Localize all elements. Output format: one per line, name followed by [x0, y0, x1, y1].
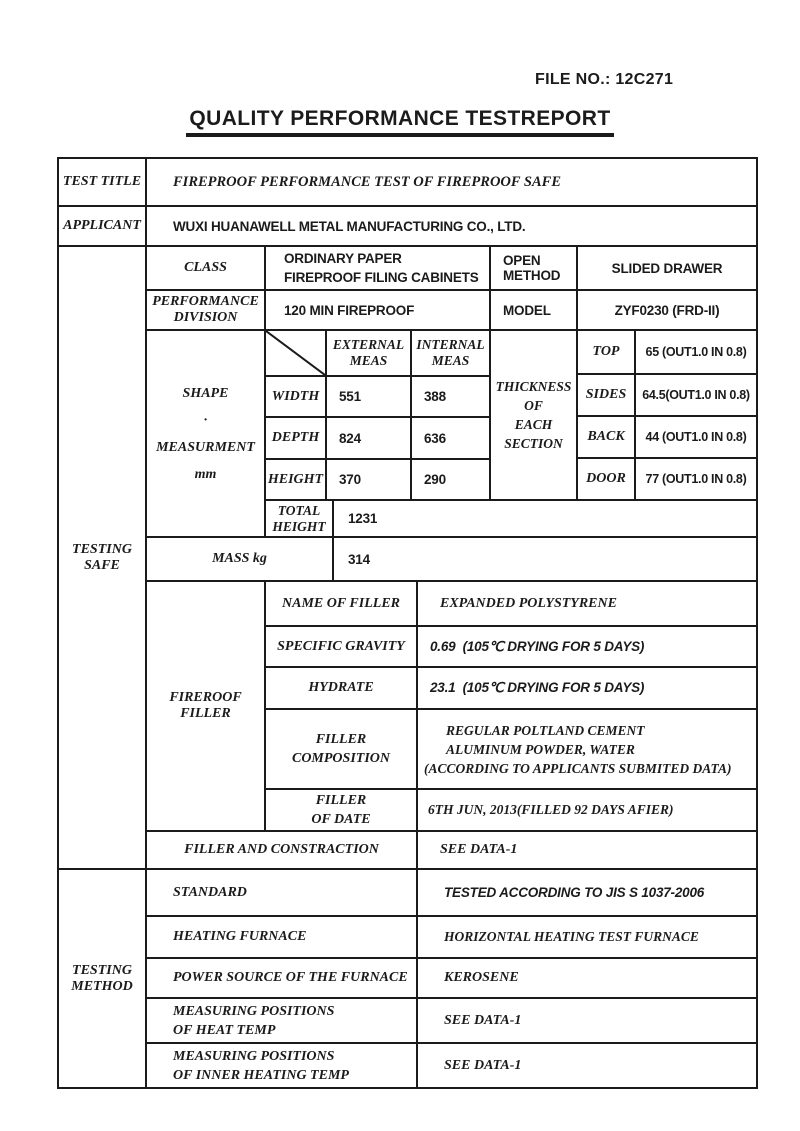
height-label: HEIGHT	[264, 460, 325, 499]
measuring-inner-temp-label-line1: MEASURING POSITIONS	[173, 1048, 335, 1064]
heating-furnace-value: HORIZONTAL HEATING TEST FURNACE	[416, 917, 756, 957]
mass-row	[145, 536, 756, 580]
testing-safe-content	[145, 247, 756, 868]
measuring-heat-temp-value: SEE DATA-1	[416, 999, 756, 1042]
diagonal-line-icon	[266, 331, 325, 375]
thickness-row-top	[576, 331, 756, 373]
standard-value: TESTED ACCORDING TO JIS S 1037-2006	[416, 870, 756, 915]
depth-label: DEPTH	[264, 418, 325, 458]
applicant-label: APPLICANT	[63, 218, 141, 233]
filler-composition-value-line2: ALUMINUM POWDER, WATER	[446, 741, 635, 757]
specific-gravity-label: SPECIFIC GRAVITY	[264, 627, 416, 666]
model-value: ZYF0230 (FRD-II)	[576, 291, 756, 329]
mass-value: 314	[332, 538, 756, 580]
open-method-value: SLIDED DRAWER	[576, 247, 756, 289]
filler-composition-label-line2: COMPOSITION	[291, 751, 390, 766]
applicant-value: WUXI HUANAWELL METAL MANUFACTURING CO., LTD.	[145, 207, 756, 245]
measuring-inner-temp-label	[145, 1044, 416, 1087]
test-title-label: TEST TITLE	[62, 174, 142, 189]
file-number: FILE NO.: 12C271	[535, 71, 674, 88]
depth-internal-value: 636	[410, 418, 489, 458]
fireproof-filler-label-text: FIREROOF FILLER	[169, 690, 242, 721]
report-table	[57, 157, 758, 1089]
thickness-back-label: BACK	[576, 417, 634, 457]
measuring-inner-temp-row	[145, 1042, 756, 1087]
total-height-label	[264, 501, 332, 536]
testing-safe-section	[59, 245, 756, 868]
shape-measurement-label	[145, 331, 264, 536]
height-row	[264, 458, 489, 499]
standard-label: STANDARD	[145, 870, 416, 915]
filler-composition-value-line1: REGULAR POLTLAND CEMENT	[446, 722, 645, 738]
thickness-section-label	[489, 331, 576, 499]
hydrate-row	[264, 666, 756, 708]
performance-division-label-text: PERFORMANCE DIVISION	[152, 294, 259, 325]
depth-external-value: 824	[325, 418, 410, 458]
power-source-value: KEROSENE	[416, 959, 756, 997]
filler-date-row	[264, 788, 756, 830]
power-source-label: POWER SOURCE OF THE FURNACE	[145, 959, 416, 997]
width-row	[264, 375, 489, 416]
performance-division-row	[145, 289, 756, 329]
filler-date-label-line2: OF DATE	[311, 812, 371, 827]
measurement-table	[264, 331, 489, 499]
width-internal-value: 388	[410, 377, 489, 416]
filler-construction-value: SEE DATA-1	[416, 832, 756, 868]
measuring-heat-temp-label-line2: OF HEAT TEMP	[173, 1022, 276, 1038]
standard-row	[145, 870, 756, 915]
measuring-inner-temp-label-line2: OF INNER HEATING TEMP	[173, 1067, 349, 1083]
shape-measurement-content	[264, 331, 756, 536]
shape-label-line1: SHAPE	[182, 385, 229, 401]
shape-measurement-block	[145, 329, 756, 536]
filler-composition-value	[416, 710, 756, 788]
thickness-row-back	[576, 415, 756, 457]
height-external-value: 370	[325, 460, 410, 499]
test-title-value: FIREPROOF PERFORMANCE TEST OF FIREPROOF SAFE	[145, 159, 756, 205]
hydrate-value: 23.1 (105℃ DRYING FOR 5 DAYS)	[416, 668, 756, 708]
testing-method-content	[145, 870, 756, 1087]
thickness-top-value: 65 (OUT1.0 IN 0.8)	[634, 331, 756, 373]
width-label: WIDTH	[264, 377, 325, 416]
total-height-label-text: TOTAL HEIGHT	[272, 502, 326, 534]
filler-date-value: 6TH JUN, 2013(FILLED 92 DAYS AFIER)	[416, 790, 756, 830]
name-of-filler-label: NAME OF FILLER	[264, 582, 416, 625]
filler-construction-row	[145, 830, 756, 868]
class-label: CLASS	[145, 247, 264, 289]
measurement-header-row	[264, 331, 489, 375]
thickness-sides-value: 64.5(OUT1.0 IN 0.8)	[634, 375, 756, 415]
measuring-inner-temp-value: SEE DATA-1	[416, 1044, 756, 1087]
thickness-back-value: 44 (OUT1.0 IN 0.8)	[634, 417, 756, 457]
name-of-filler-value: EXPANDED POLYSTYRENE	[416, 582, 756, 625]
specific-gravity-value: 0.69 (105℃ DRYING FOR 5 DAYS)	[416, 627, 756, 666]
model-label: MODEL	[489, 291, 576, 329]
measuring-heat-temp-label-line1: MEASURING POSITIONS	[173, 1003, 335, 1019]
filler-construction-label: FILLER AND CONSTRACTION	[145, 832, 416, 868]
thickness-label-line4: SECTION	[504, 436, 563, 451]
diagonal-divider	[264, 331, 325, 375]
fireproof-filler-content	[264, 582, 756, 830]
fireproof-filler-block	[145, 580, 756, 830]
filler-date-label	[264, 790, 416, 830]
thickness-row-door	[576, 457, 756, 499]
width-external-value: 551	[325, 377, 410, 416]
performance-division-value: 120 MIN FIREPROOF	[264, 291, 489, 329]
thickness-label-line3: EACH	[514, 417, 553, 432]
measurement-upper	[264, 331, 756, 499]
depth-row	[264, 416, 489, 458]
report-title	[0, 107, 800, 137]
name-of-filler-row	[264, 582, 756, 625]
external-meas-header	[325, 331, 410, 375]
thickness-door-label: DOOR	[576, 459, 634, 499]
shape-label-dot: ·	[203, 412, 208, 428]
class-value	[264, 247, 489, 289]
total-height-value: 1231	[332, 501, 756, 536]
thickness-sides-label: SIDES	[576, 375, 634, 415]
total-height-row	[264, 499, 756, 536]
external-meas-header-text: EXTERNAL MEAS	[332, 337, 405, 368]
report-title-text: QUALITY PERFORMANCE TESTREPORT	[186, 107, 613, 137]
internal-meas-header-text: INTERNAL MEAS	[416, 337, 485, 368]
thickness-label-line2: OF	[524, 398, 543, 413]
shape-label-unit: mm	[194, 466, 217, 482]
class-row	[145, 247, 756, 289]
thickness-door-value: 77 (OUT1.0 IN 0.8)	[634, 459, 756, 499]
testing-method-label-text: TESTING METHOD	[71, 962, 133, 994]
filler-composition-label	[264, 710, 416, 788]
power-source-row	[145, 957, 756, 997]
applicant-row	[59, 205, 756, 245]
testing-method-section	[59, 868, 756, 1087]
height-internal-value: 290	[410, 460, 489, 499]
internal-meas-header	[410, 331, 489, 375]
class-value-line1: ORDINARY PAPER	[284, 251, 402, 266]
mass-label: MASS kg	[145, 538, 332, 580]
performance-division-label	[145, 291, 264, 329]
specific-gravity-row	[264, 625, 756, 666]
fireproof-filler-label	[145, 582, 264, 830]
filler-date-label-line1: FILLER	[315, 793, 367, 808]
class-value-line2: FIREPROOF FILING CABINETS	[284, 270, 479, 285]
thickness-row-sides	[576, 373, 756, 415]
testing-safe-label-text: TESTING SAFE	[72, 541, 132, 573]
filler-composition-label-line1: FILLER	[315, 732, 367, 747]
heating-furnace-label: HEATING FURNACE	[145, 917, 416, 957]
test-title-row	[59, 159, 756, 205]
hydrate-label: HYDRATE	[264, 668, 416, 708]
shape-label-line3: MEASURMENT	[156, 439, 255, 455]
testing-method-label	[59, 870, 145, 1087]
measuring-heat-temp-label	[145, 999, 416, 1042]
thickness-top-label: TOP	[576, 331, 634, 373]
thickness-label-line1: THICKNESS	[495, 379, 572, 394]
heating-furnace-row	[145, 915, 756, 957]
testing-safe-label	[59, 247, 145, 868]
measuring-heat-temp-row	[145, 997, 756, 1042]
filler-composition-row	[264, 708, 756, 788]
filler-composition-value-line3: (ACCORDING TO APPLICANTS SUBMITED DATA)	[424, 760, 732, 776]
open-method-label: OPEN METHOD	[489, 247, 576, 289]
thickness-table	[576, 331, 756, 499]
